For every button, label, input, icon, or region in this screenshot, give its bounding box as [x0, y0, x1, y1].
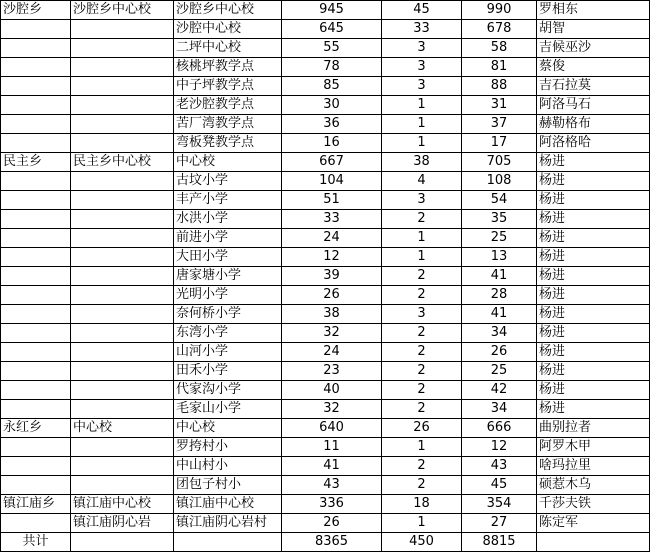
total-cell: 26 — [462, 343, 537, 362]
center-school-cell — [71, 305, 174, 324]
person-cell: 杨进 — [537, 229, 650, 248]
table-row — [1, 324, 650, 343]
count-a-cell: 85 — [282, 77, 382, 96]
school-cell: 大田小学 — [174, 248, 282, 267]
table-row — [1, 134, 650, 153]
table-row — [1, 229, 650, 248]
person-cell: 硕惹木乌 — [537, 476, 650, 495]
total-cell: 28 — [462, 286, 537, 305]
school-cell: 古坟小学 — [174, 172, 282, 191]
count-b-cell: 2 — [382, 362, 462, 381]
count-a-cell: 36 — [282, 115, 382, 134]
count-b-cell: 1 — [382, 514, 462, 533]
township-cell — [1, 172, 71, 191]
township-cell — [1, 476, 71, 495]
count-a-cell: 26 — [282, 514, 382, 533]
person-cell: 杨进 — [537, 153, 650, 172]
count-a-cell: 104 — [282, 172, 382, 191]
total-cell: 678 — [462, 20, 537, 39]
center-school-cell — [71, 96, 174, 115]
total-cell: 45 — [462, 476, 537, 495]
person-cell: 胡智 — [537, 20, 650, 39]
count-b-cell: 1 — [382, 115, 462, 134]
center-school-cell: 镇江庙阴心岩 — [71, 514, 174, 533]
school-cell: 中山村小 — [174, 457, 282, 476]
school-cell: 唐家塘小学 — [174, 267, 282, 286]
township-cell — [1, 248, 71, 267]
count-b-cell: 2 — [382, 381, 462, 400]
township-cell — [1, 229, 71, 248]
township-cell — [1, 438, 71, 457]
count-a-cell: 78 — [282, 58, 382, 77]
total-cell: 42 — [462, 381, 537, 400]
table-row — [1, 305, 650, 324]
summary-row — [1, 533, 650, 552]
table-row — [1, 20, 650, 39]
table-row — [1, 210, 650, 229]
total-cell: 12 — [462, 438, 537, 457]
count-a-cell: 640 — [282, 419, 382, 438]
school-cell: 中心校 — [174, 153, 282, 172]
township-cell — [1, 58, 71, 77]
person-cell: 阿罗木甲 — [537, 438, 650, 457]
table-row — [1, 191, 650, 210]
count-a-cell: 41 — [282, 457, 382, 476]
school-cell: 丰产小学 — [174, 191, 282, 210]
summary-empty-cell — [537, 533, 650, 552]
count-a-cell: 33 — [282, 210, 382, 229]
township-cell: 沙腔乡 — [1, 1, 71, 20]
center-school-cell — [71, 172, 174, 191]
person-cell: 杨进 — [537, 286, 650, 305]
count-b-cell: 1 — [382, 229, 462, 248]
center-school-cell — [71, 267, 174, 286]
school-cell: 东湾小学 — [174, 324, 282, 343]
person-cell: 吉石拉莫 — [537, 77, 650, 96]
center-school-cell — [71, 77, 174, 96]
center-school-cell — [71, 286, 174, 305]
total-cell: 990 — [462, 1, 537, 20]
summary-label: 共计 — [1, 533, 71, 552]
table-row — [1, 400, 650, 419]
school-cell: 罗挎村小 — [174, 438, 282, 457]
table-row — [1, 362, 650, 381]
township-cell — [1, 96, 71, 115]
count-b-cell: 3 — [382, 58, 462, 77]
school-cell: 毛家山小学 — [174, 400, 282, 419]
township-cell — [1, 134, 71, 153]
total-cell: 13 — [462, 248, 537, 267]
count-b-cell: 45 — [382, 1, 462, 20]
total-cell: 37 — [462, 115, 537, 134]
center-school-cell — [71, 438, 174, 457]
center-school-cell — [71, 134, 174, 153]
person-cell: 千莎夫铁 — [537, 495, 650, 514]
count-b-cell: 26 — [382, 419, 462, 438]
center-school-cell — [71, 457, 174, 476]
count-a-cell: 51 — [282, 191, 382, 210]
total-cell: 354 — [462, 495, 537, 514]
township-cell — [1, 77, 71, 96]
table-row — [1, 286, 650, 305]
center-school-cell — [71, 362, 174, 381]
count-a-cell: 32 — [282, 400, 382, 419]
school-cell: 光明小学 — [174, 286, 282, 305]
summary-empty-cell — [71, 533, 174, 552]
center-school-cell: 中心校 — [71, 419, 174, 438]
person-cell: 啥玛拉里 — [537, 457, 650, 476]
person-cell: 杨进 — [537, 267, 650, 286]
township-cell — [1, 286, 71, 305]
township-cell — [1, 210, 71, 229]
school-cell: 镇江庙中心校 — [174, 495, 282, 514]
person-cell: 吉候巫沙 — [537, 39, 650, 58]
table-row — [1, 476, 650, 495]
person-cell: 杨进 — [537, 191, 650, 210]
count-a-cell: 667 — [282, 153, 382, 172]
count-a-cell: 12 — [282, 248, 382, 267]
township-cell — [1, 343, 71, 362]
person-cell: 杨进 — [537, 210, 650, 229]
person-cell: 阿洛马石 — [537, 96, 650, 115]
school-cell: 水洪小学 — [174, 210, 282, 229]
count-b-cell: 2 — [382, 324, 462, 343]
count-a-cell: 55 — [282, 39, 382, 58]
center-school-cell — [71, 476, 174, 495]
table-row — [1, 457, 650, 476]
count-b-cell: 1 — [382, 248, 462, 267]
township-cell: 民主乡 — [1, 153, 71, 172]
school-cell: 镇江庙阴心岩村 — [174, 514, 282, 533]
table-row — [1, 343, 650, 362]
table-row — [1, 381, 650, 400]
count-b-cell: 2 — [382, 210, 462, 229]
township-cell: 永红乡 — [1, 419, 71, 438]
table-row — [1, 438, 650, 457]
summary-total: 8815 — [462, 533, 537, 552]
count-a-cell: 30 — [282, 96, 382, 115]
total-cell: 43 — [462, 457, 537, 476]
count-a-cell: 24 — [282, 343, 382, 362]
count-a-cell: 38 — [282, 305, 382, 324]
count-a-cell: 24 — [282, 229, 382, 248]
township-cell — [1, 115, 71, 134]
total-cell: 81 — [462, 58, 537, 77]
total-cell: 25 — [462, 229, 537, 248]
school-cell: 代家沟小学 — [174, 381, 282, 400]
school-cell: 团包子村小 — [174, 476, 282, 495]
school-cell: 奈何桥小学 — [174, 305, 282, 324]
count-b-cell: 2 — [382, 457, 462, 476]
count-b-cell: 3 — [382, 305, 462, 324]
total-cell: 27 — [462, 514, 537, 533]
table-row — [1, 39, 650, 58]
person-cell: 杨进 — [537, 172, 650, 191]
total-cell: 54 — [462, 191, 537, 210]
school-cell: 中子坪教学点 — [174, 77, 282, 96]
total-cell: 34 — [462, 324, 537, 343]
school-cell: 苦厂湾教学点 — [174, 115, 282, 134]
total-cell: 35 — [462, 210, 537, 229]
township-cell — [1, 267, 71, 286]
table-row — [1, 248, 650, 267]
count-b-cell: 1 — [382, 134, 462, 153]
count-b-cell: 2 — [382, 343, 462, 362]
school-cell: 沙腔中心校 — [174, 20, 282, 39]
total-cell: 34 — [462, 400, 537, 419]
table-row — [1, 172, 650, 191]
school-cell: 核桃坪教学点 — [174, 58, 282, 77]
person-cell: 罗相东 — [537, 1, 650, 20]
total-cell: 705 — [462, 153, 537, 172]
total-cell: 17 — [462, 134, 537, 153]
count-b-cell: 2 — [382, 476, 462, 495]
total-cell: 88 — [462, 77, 537, 96]
count-b-cell: 33 — [382, 20, 462, 39]
count-a-cell: 40 — [282, 381, 382, 400]
center-school-cell — [71, 58, 174, 77]
person-cell: 杨进 — [537, 248, 650, 267]
count-b-cell: 4 — [382, 172, 462, 191]
center-school-cell — [71, 324, 174, 343]
center-school-cell — [71, 343, 174, 362]
township-cell — [1, 191, 71, 210]
count-b-cell: 1 — [382, 96, 462, 115]
table-row — [1, 514, 650, 533]
table-row — [1, 419, 650, 438]
township-cell: 镇江庙乡 — [1, 495, 71, 514]
person-cell: 阿洛格哈 — [537, 134, 650, 153]
count-b-cell: 18 — [382, 495, 462, 514]
person-cell: 杨进 — [537, 324, 650, 343]
school-cell: 中心校 — [174, 419, 282, 438]
count-b-cell: 38 — [382, 153, 462, 172]
center-school-cell — [71, 381, 174, 400]
count-b-cell: 3 — [382, 77, 462, 96]
school-cell: 田禾小学 — [174, 362, 282, 381]
center-school-cell: 沙腔乡中心校 — [71, 1, 174, 20]
table-row — [1, 153, 650, 172]
center-school-cell — [71, 210, 174, 229]
count-a-cell: 645 — [282, 20, 382, 39]
center-school-cell — [71, 248, 174, 267]
township-cell — [1, 324, 71, 343]
school-cell: 老沙腔教学点 — [174, 96, 282, 115]
person-cell: 杨进 — [537, 305, 650, 324]
table-row — [1, 267, 650, 286]
center-school-cell — [71, 115, 174, 134]
person-cell: 赫勒格布 — [537, 115, 650, 134]
count-a-cell: 43 — [282, 476, 382, 495]
count-a-cell: 945 — [282, 1, 382, 20]
summary-empty-cell — [174, 533, 282, 552]
count-b-cell: 3 — [382, 191, 462, 210]
township-cell — [1, 39, 71, 58]
person-cell: 杨进 — [537, 400, 650, 419]
count-a-cell: 26 — [282, 286, 382, 305]
summary-count-b: 450 — [382, 533, 462, 552]
township-cell — [1, 514, 71, 533]
township-cell — [1, 362, 71, 381]
person-cell: 杨进 — [537, 362, 650, 381]
township-cell — [1, 20, 71, 39]
center-school-cell — [71, 191, 174, 210]
count-b-cell: 1 — [382, 438, 462, 457]
summary-count-a: 8365 — [282, 533, 382, 552]
table-row — [1, 77, 650, 96]
person-cell: 杨进 — [537, 381, 650, 400]
total-cell: 41 — [462, 267, 537, 286]
center-school-cell — [71, 39, 174, 58]
count-a-cell: 11 — [282, 438, 382, 457]
count-b-cell: 2 — [382, 400, 462, 419]
center-school-cell — [71, 400, 174, 419]
count-a-cell: 23 — [282, 362, 382, 381]
total-cell: 108 — [462, 172, 537, 191]
count-a-cell: 336 — [282, 495, 382, 514]
total-cell: 31 — [462, 96, 537, 115]
table-body — [1, 1, 650, 552]
center-school-cell — [71, 20, 174, 39]
school-cell: 二坪中心校 — [174, 39, 282, 58]
school-cell: 前进小学 — [174, 229, 282, 248]
school-cell: 沙腔乡中心校 — [174, 1, 282, 20]
school-cell: 弯板凳教学点 — [174, 134, 282, 153]
center-school-cell: 镇江庙中心校 — [71, 495, 174, 514]
count-b-cell: 2 — [382, 286, 462, 305]
person-cell: 蔡俊 — [537, 58, 650, 77]
table-row — [1, 96, 650, 115]
township-cell — [1, 381, 71, 400]
person-cell: 陈定军 — [537, 514, 650, 533]
count-b-cell: 2 — [382, 267, 462, 286]
count-a-cell: 32 — [282, 324, 382, 343]
count-b-cell: 3 — [382, 39, 462, 58]
table-row — [1, 495, 650, 514]
total-cell: 41 — [462, 305, 537, 324]
township-cell — [1, 400, 71, 419]
count-a-cell: 16 — [282, 134, 382, 153]
township-cell — [1, 305, 71, 324]
center-school-cell — [71, 229, 174, 248]
total-cell: 666 — [462, 419, 537, 438]
count-a-cell: 39 — [282, 267, 382, 286]
total-cell: 58 — [462, 39, 537, 58]
center-school-cell: 民主乡中心校 — [71, 153, 174, 172]
township-cell — [1, 457, 71, 476]
person-cell: 曲别拉者 — [537, 419, 650, 438]
school-cell: 山河小学 — [174, 343, 282, 362]
total-cell: 25 — [462, 362, 537, 381]
table-row — [1, 58, 650, 77]
table-row — [1, 115, 650, 134]
table-row — [1, 1, 650, 20]
person-cell: 杨进 — [537, 343, 650, 362]
